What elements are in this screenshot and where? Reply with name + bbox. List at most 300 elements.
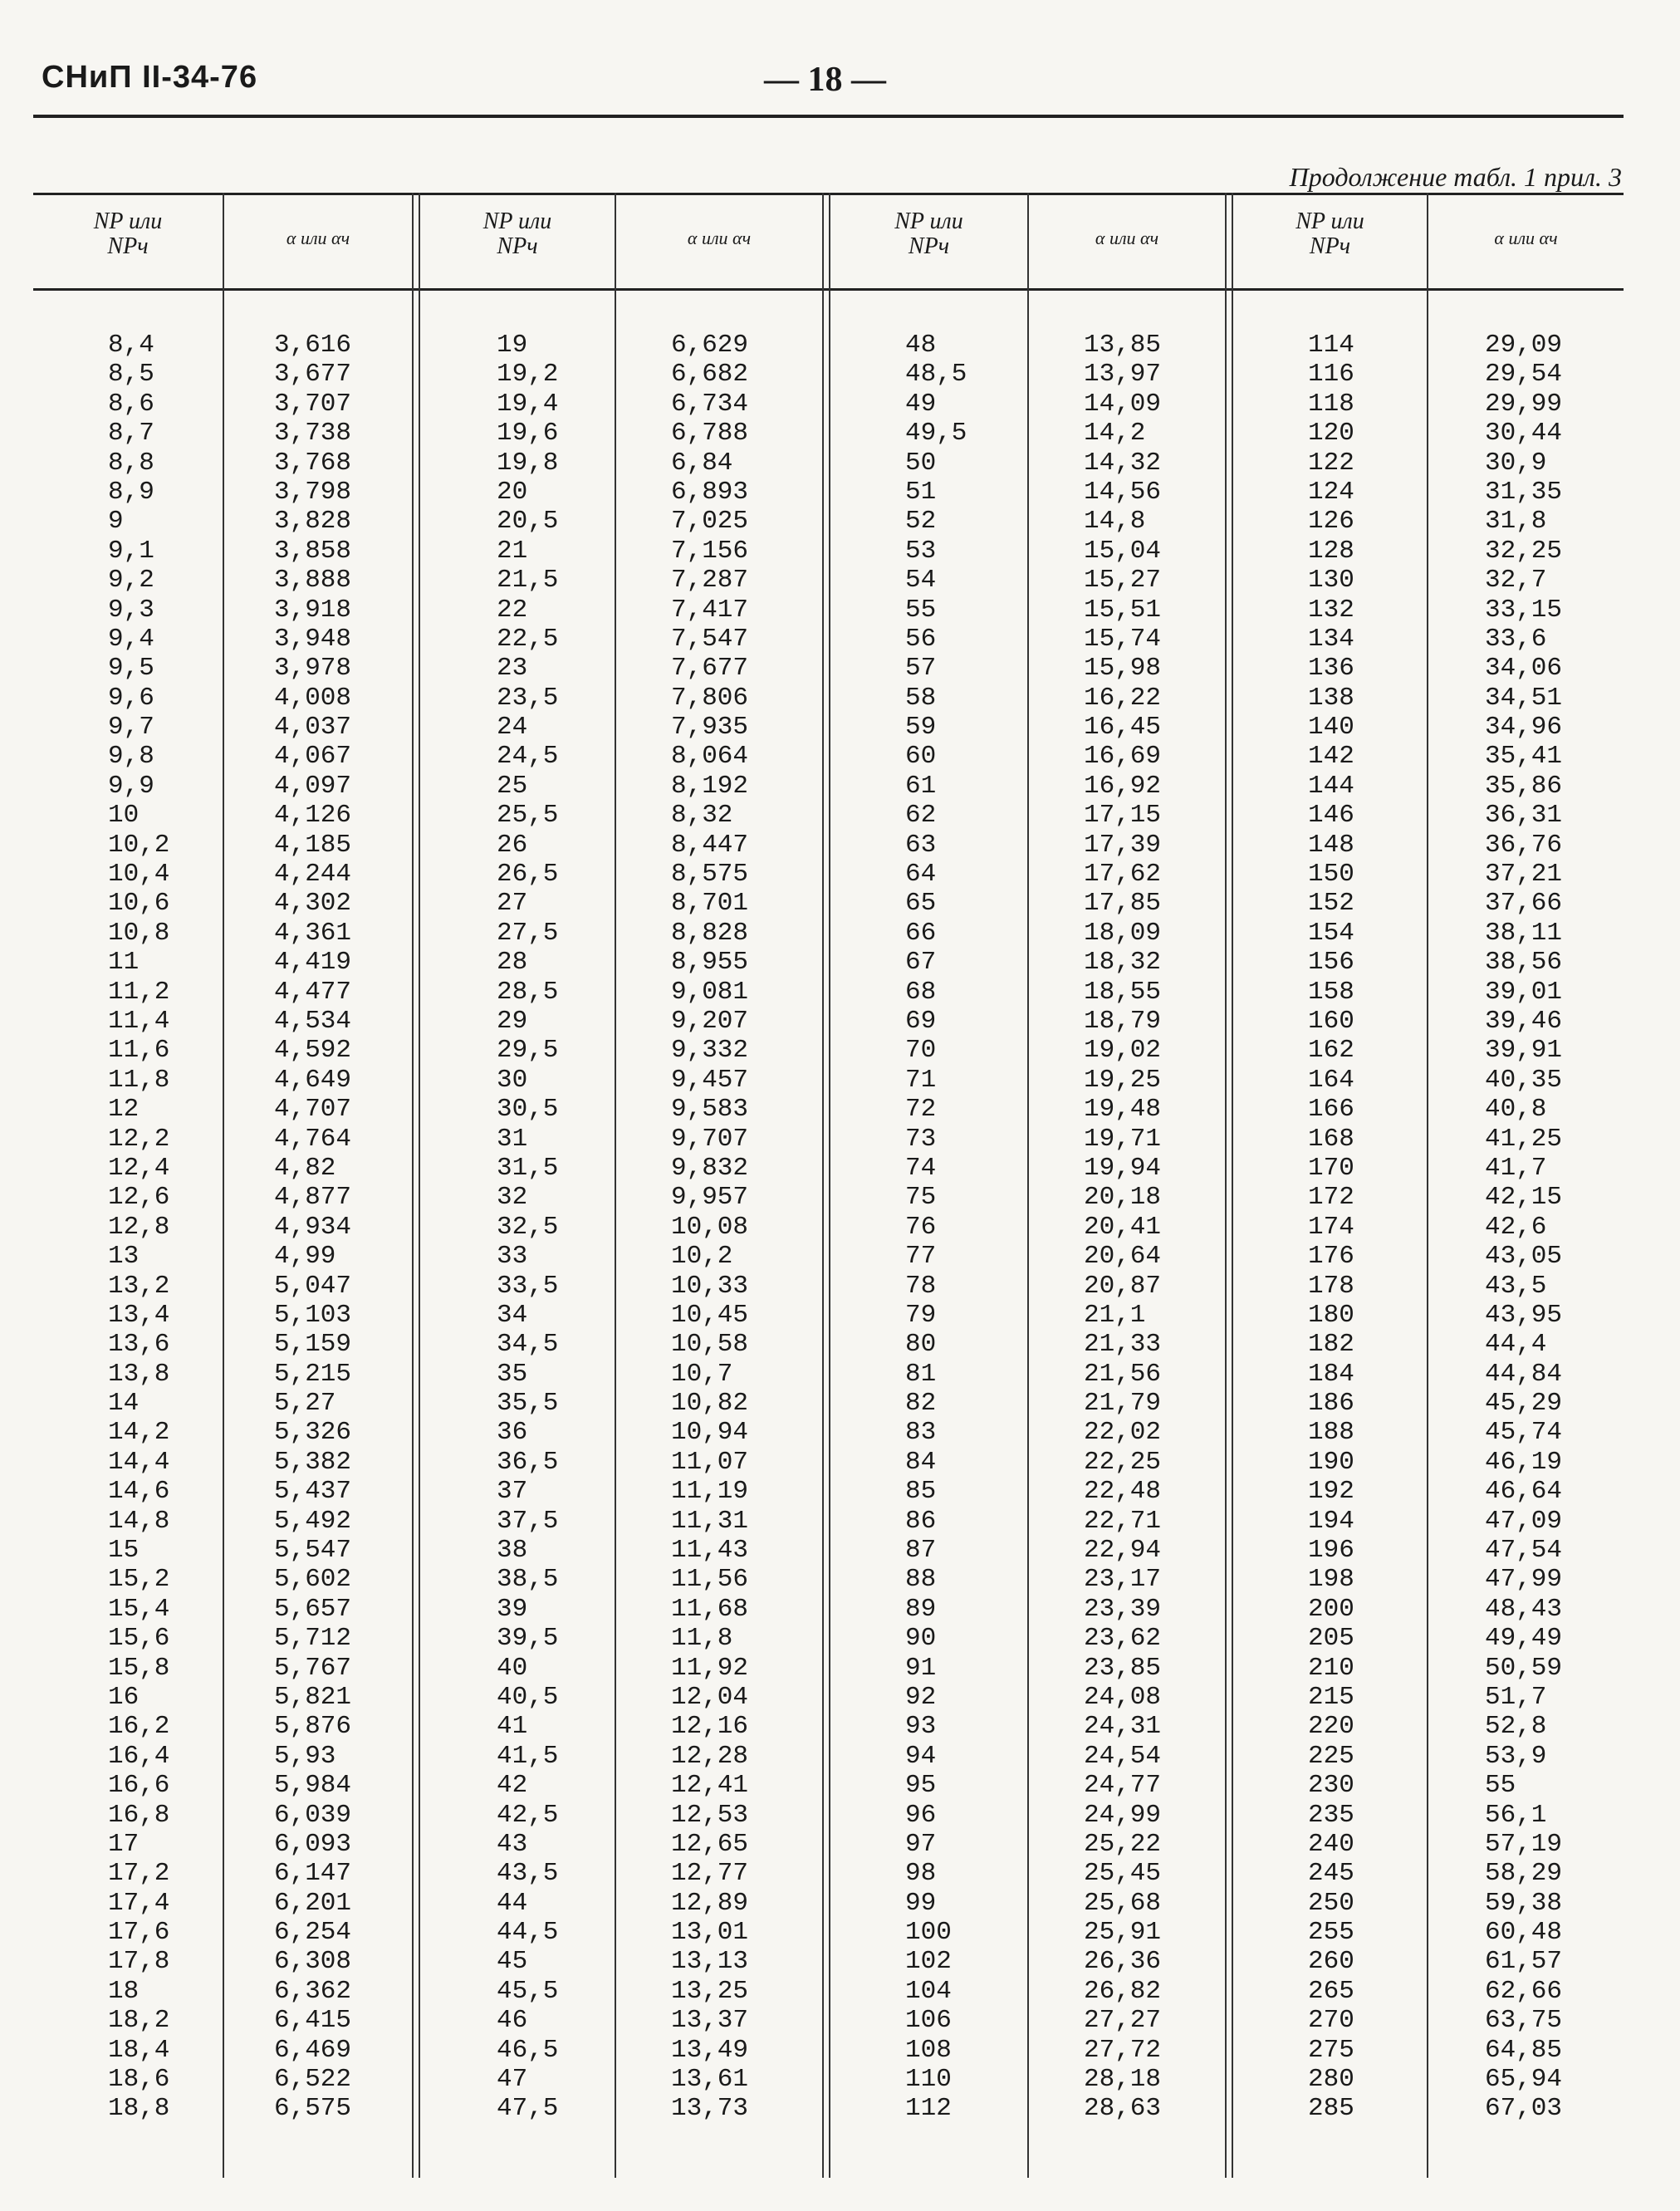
- table-cell: 32,5: [497, 1212, 559, 1242]
- table-cell: 18,2: [108, 2006, 170, 2036]
- table-cell: 5,159: [274, 1330, 352, 1360]
- table-cell: 7,417: [671, 595, 749, 625]
- table-cell: 4,419: [274, 948, 352, 978]
- table-cell: 106: [905, 2006, 952, 2036]
- table-cell: 8,7: [108, 419, 154, 449]
- table-cell: 11,56: [671, 1565, 749, 1595]
- table-cell: 40,8: [1485, 1095, 1547, 1125]
- table-cell: 59: [905, 713, 937, 743]
- table-cell: 74: [905, 1153, 937, 1183]
- table-cell: 19,8: [497, 448, 559, 478]
- table-cell: 4,097: [274, 771, 352, 801]
- table-cell: 200: [1308, 1594, 1354, 1624]
- table-cell: 26,5: [497, 860, 559, 890]
- np-column: [905, 331, 967, 2124]
- table-cell: 64,85: [1485, 2035, 1563, 2065]
- table-cell: 10,08: [671, 1212, 749, 1242]
- table-cell: 34,96: [1485, 713, 1563, 743]
- table-cell: 15,27: [1084, 566, 1162, 596]
- table-cell: 188: [1308, 1418, 1354, 1448]
- table-cell: 18,32: [1084, 948, 1162, 978]
- table-cell: 94: [905, 1741, 937, 1771]
- table-cell: 5,821: [274, 1682, 352, 1712]
- table-cell: 47: [497, 2065, 528, 2095]
- table-cell: 192: [1308, 1477, 1354, 1507]
- column-divider: [1027, 193, 1029, 2178]
- table-cell: 81: [905, 1359, 937, 1389]
- table-cell: 93: [905, 1712, 937, 1742]
- table-cell: 8,9: [108, 477, 154, 507]
- alpha-column: [1485, 331, 1562, 2124]
- table-cell: 3,738: [274, 419, 352, 449]
- table-cell: 13,37: [671, 2006, 749, 2036]
- table-cell: 90: [905, 1624, 937, 1654]
- table-cell: 57,19: [1485, 1829, 1563, 1859]
- table-cell: 34: [497, 1300, 528, 1330]
- table-cell: 15,98: [1084, 654, 1162, 684]
- table-cell: 30,44: [1485, 419, 1563, 449]
- table-cell: 8,5: [108, 360, 154, 390]
- table-cell: 275: [1308, 2035, 1354, 2065]
- table-cell: 6,308: [274, 1947, 352, 1977]
- table-cell: 186: [1308, 1389, 1354, 1419]
- table-cell: 9,5: [108, 654, 154, 684]
- table-cell: 39,91: [1485, 1036, 1563, 1066]
- table-cell: 11,19: [671, 1477, 749, 1507]
- table-cell: 21,79: [1084, 1389, 1162, 1419]
- table-cell: 3,768: [274, 448, 352, 478]
- table-cell: 36,76: [1485, 830, 1563, 860]
- table-cell: 22,02: [1084, 1418, 1162, 1448]
- table-cell: 78: [905, 1271, 937, 1301]
- column-header-alpha: α или αч: [1095, 228, 1159, 248]
- header-rule: [33, 115, 1624, 118]
- table-cell: 23: [497, 654, 528, 684]
- table-cell: 15,2: [108, 1565, 170, 1595]
- table-cell: 10,6: [108, 889, 170, 919]
- table-cell: 55: [1485, 1771, 1516, 1801]
- table-cell: 138: [1308, 683, 1354, 713]
- table-cell: 11,8: [671, 1624, 733, 1654]
- table-cell: 35,5: [497, 1389, 559, 1419]
- table-cell: 154: [1308, 918, 1354, 948]
- table-cell: 10,2: [671, 1242, 733, 1272]
- table-cell: 245: [1308, 1859, 1354, 1889]
- table-cell: 7,806: [671, 683, 749, 713]
- table-cell: 14,6: [108, 1477, 170, 1507]
- table-cell: 5,103: [274, 1300, 352, 1330]
- table-cell: 9,6: [108, 683, 154, 713]
- table-cell: 44: [497, 1888, 528, 1918]
- table-cell: 16,45: [1084, 713, 1162, 743]
- table-cell: 26: [497, 830, 528, 860]
- table-cell: 12,28: [671, 1741, 749, 1771]
- table-cell: 5,712: [274, 1624, 352, 1654]
- table-cell: 20,87: [1084, 1271, 1162, 1301]
- table-cell: 40: [497, 1653, 528, 1683]
- table-cell: 5,767: [274, 1653, 352, 1683]
- table-cell: 82: [905, 1389, 937, 1419]
- table-cell: 5,876: [274, 1712, 352, 1742]
- table-cell: 250: [1308, 1888, 1354, 1918]
- table-cell: 46: [497, 2006, 528, 2036]
- table-cell: 4,764: [274, 1124, 352, 1154]
- table-cell: 17,85: [1084, 889, 1162, 919]
- table-cell: 26,36: [1084, 1947, 1162, 1977]
- table-cell: 13,6: [108, 1330, 170, 1360]
- table-cell: 4,82: [274, 1153, 336, 1183]
- table-cell: 54: [905, 566, 937, 596]
- table-cell: 146: [1308, 801, 1354, 831]
- table-cell: 4,037: [274, 713, 352, 743]
- table-cell: 42: [497, 1771, 528, 1801]
- table-cell: 4,877: [274, 1183, 352, 1213]
- np-column: [108, 331, 169, 2124]
- table-cell: 60,48: [1485, 1918, 1563, 1948]
- table-cell: 12,53: [671, 1800, 749, 1830]
- table-cell: 16,6: [108, 1771, 170, 1801]
- table-cell: 19,71: [1084, 1124, 1162, 1154]
- table-cell: 6,093: [274, 1829, 352, 1859]
- table-cell: 6,629: [671, 331, 749, 360]
- table-cell: 6,254: [274, 1918, 352, 1948]
- table-cell: 6,469: [274, 2035, 352, 2065]
- table-cell: 164: [1308, 1065, 1354, 1095]
- table-cell: 9,332: [671, 1036, 749, 1066]
- table-cell: 17,2: [108, 1859, 170, 1889]
- table-cell: 30,9: [1485, 448, 1547, 478]
- table-cell: 37: [497, 1477, 528, 1507]
- table-cell: 5,602: [274, 1565, 352, 1595]
- table-cell: 20,41: [1084, 1212, 1162, 1242]
- table-cell: 19,6: [497, 419, 559, 449]
- table-cell: 124: [1308, 477, 1354, 507]
- table-cell: 24,08: [1084, 1682, 1162, 1712]
- table-cell: 79: [905, 1300, 937, 1330]
- table-cell: 13: [108, 1242, 140, 1272]
- table-cell: 14,32: [1084, 448, 1162, 478]
- table-cell: 21: [497, 536, 528, 566]
- table-cell: 13,01: [671, 1918, 749, 1948]
- table-cell: 5,93: [274, 1741, 336, 1771]
- table-cell: 14: [108, 1389, 140, 1419]
- table-cell: 49,5: [905, 419, 967, 449]
- table-cell: 14,56: [1084, 477, 1162, 507]
- table-cell: 7,677: [671, 654, 749, 684]
- table-cell: 11,2: [108, 977, 170, 1007]
- table-cell: 170: [1308, 1153, 1354, 1183]
- table-cell: 40,5: [497, 1682, 559, 1712]
- table-cell: 6,734: [671, 389, 749, 419]
- table-cell: 225: [1308, 1741, 1354, 1771]
- table-cell: 11,8: [108, 1065, 170, 1095]
- table-cell: 50,59: [1485, 1653, 1563, 1683]
- table-cell: 12: [108, 1095, 140, 1125]
- table-cell: 18,6: [108, 2065, 170, 2095]
- table-cell: 86: [905, 1506, 937, 1536]
- table-cell: 27,5: [497, 918, 559, 948]
- table-cell: 47,54: [1485, 1536, 1563, 1566]
- table-cell: 32: [497, 1183, 528, 1213]
- table-cell: 144: [1308, 771, 1354, 801]
- table-cell: 17,62: [1084, 860, 1162, 890]
- table-cell: 37,5: [497, 1506, 559, 1536]
- table-cell: 30,5: [497, 1095, 559, 1125]
- table-cell: 43,95: [1485, 1300, 1563, 1330]
- table-cell: 69: [905, 1006, 937, 1036]
- table-cell: 25,5: [497, 801, 559, 831]
- table-cell: 8,192: [671, 771, 749, 801]
- table-cell: 13,4: [108, 1300, 170, 1330]
- table-cell: 27,72: [1084, 2035, 1162, 2065]
- table-cell: 32,25: [1485, 536, 1563, 566]
- table-cell: 11,4: [108, 1006, 170, 1036]
- table-cell: 160: [1308, 1006, 1354, 1036]
- table-cell: 42,5: [497, 1800, 559, 1830]
- np-column: [497, 331, 558, 2124]
- table-cell: 6,893: [671, 477, 749, 507]
- table-cell: 13,61: [671, 2065, 749, 2095]
- table-cell: 190: [1308, 1447, 1354, 1477]
- table-cell: 136: [1308, 654, 1354, 684]
- table-cell: 58: [905, 683, 937, 713]
- table-cell: 15,4: [108, 1594, 170, 1624]
- table-cell: 10,8: [108, 918, 170, 948]
- table-cell: 11,43: [671, 1536, 749, 1566]
- table-cell: 33,15: [1485, 595, 1563, 625]
- table-cell: 65: [905, 889, 937, 919]
- table-cell: 7,935: [671, 713, 749, 743]
- table-cell: 57: [905, 654, 937, 684]
- table-cell: 41: [497, 1712, 528, 1742]
- table-cell: 9,8: [108, 742, 154, 772]
- table-cell: 27: [497, 889, 528, 919]
- table-cell: 31,5: [497, 1153, 559, 1183]
- table-cell: 19: [497, 331, 528, 360]
- table-cell: 108: [905, 2035, 952, 2065]
- table-cell: 205: [1308, 1624, 1354, 1654]
- table-cell: 21,33: [1084, 1330, 1162, 1360]
- table-cell: 9,3: [108, 595, 154, 625]
- table-cell: 11: [108, 948, 140, 978]
- column-header-np: NP или NPч: [1296, 208, 1364, 259]
- table-cell: 142: [1308, 742, 1354, 772]
- table-cell: 4,361: [274, 918, 352, 948]
- table-cell: 35,86: [1485, 771, 1563, 801]
- column-header-alpha: α или αч: [1494, 228, 1558, 248]
- table-cell: 9,4: [108, 624, 154, 654]
- table-cell: 10,4: [108, 860, 170, 890]
- table-cell: 12,65: [671, 1829, 749, 1859]
- table-cell: 22,48: [1084, 1477, 1162, 1507]
- table-cell: 7,025: [671, 507, 749, 537]
- table-cell: 5,047: [274, 1271, 352, 1301]
- table-cell: 15,74: [1084, 624, 1162, 654]
- document-code: СНиП II-34-76: [42, 60, 258, 95]
- column-divider: [223, 193, 224, 2178]
- table-cell: 23,39: [1084, 1594, 1162, 1624]
- table-cell: 28,63: [1084, 2094, 1162, 2124]
- table-cell: 31: [497, 1124, 528, 1154]
- table-cell: 4,008: [274, 683, 352, 713]
- table-cell: 52,8: [1485, 1712, 1547, 1742]
- table-cell: 12,2: [108, 1124, 170, 1154]
- column-header-alpha: α или αч: [286, 228, 350, 248]
- table-cell: 19,48: [1084, 1095, 1162, 1125]
- table-cell: 50: [905, 448, 937, 478]
- table-cell: 12,8: [108, 1212, 170, 1242]
- table-cell: 240: [1308, 1829, 1354, 1859]
- table-cell: 24,54: [1084, 1741, 1162, 1771]
- table-cell: 10,2: [108, 830, 170, 860]
- table-cell: 11,92: [671, 1653, 749, 1683]
- table-cell: 120: [1308, 419, 1354, 449]
- table-cell: 23,62: [1084, 1624, 1162, 1654]
- table-cell: 51,7: [1485, 1682, 1547, 1712]
- table-cell: 6,84: [671, 448, 733, 478]
- column-divider: [1427, 193, 1428, 2178]
- table-cell: 23,85: [1084, 1653, 1162, 1683]
- table-cell: 198: [1308, 1565, 1354, 1595]
- table-cell: 9,707: [671, 1124, 749, 1154]
- table-cell: 99: [905, 1888, 937, 1918]
- table-cell: 8,6: [108, 389, 154, 419]
- table-cell: 53,9: [1485, 1741, 1547, 1771]
- table-cell: 21,56: [1084, 1359, 1162, 1389]
- column-header-alpha: α или αч: [687, 228, 752, 248]
- table-cell: 11,07: [671, 1447, 749, 1477]
- table-cell: 19,2: [497, 360, 559, 390]
- table-cell: 13,25: [671, 1976, 749, 2006]
- table-cell: 19,4: [497, 389, 559, 419]
- table-cell: 8,32: [671, 801, 733, 831]
- table-cell: 64: [905, 860, 937, 890]
- table-cell: 31,35: [1485, 477, 1563, 507]
- table-cell: 126: [1308, 507, 1354, 537]
- table-cell: 13,85: [1084, 331, 1162, 360]
- table-cell: 17,4: [108, 1888, 170, 1918]
- table-cell: 19,94: [1084, 1153, 1162, 1183]
- table-cell: 35: [497, 1359, 528, 1389]
- table-cell: 30: [497, 1065, 528, 1095]
- table-cell: 28,18: [1084, 2065, 1162, 2095]
- table-cell: 10,45: [671, 1300, 749, 1330]
- table-cell: 9: [108, 507, 124, 537]
- table-cell: 66: [905, 918, 937, 948]
- table-cell: 8,955: [671, 948, 749, 978]
- table-cell: 41,25: [1485, 1124, 1563, 1154]
- table-cell: 4,707: [274, 1095, 352, 1125]
- table-cell: 13,73: [671, 2094, 749, 2124]
- table-cell: 134: [1308, 624, 1354, 654]
- table-cell: 49,49: [1485, 1624, 1563, 1654]
- table-cell: 36,31: [1485, 801, 1563, 831]
- table-cell: 210: [1308, 1653, 1354, 1683]
- table-cell: 29,09: [1485, 331, 1563, 360]
- table-cell: 6,682: [671, 360, 749, 390]
- table-cell: 4,302: [274, 889, 352, 919]
- table-cell: 104: [905, 1976, 952, 2006]
- table-cell: 48,43: [1485, 1594, 1563, 1624]
- table-cell: 25: [497, 771, 528, 801]
- table-cell: 12,41: [671, 1771, 749, 1801]
- table-cell: 110: [905, 2065, 952, 2095]
- table-cell: 18: [108, 1976, 140, 2006]
- table-cell: 148: [1308, 830, 1354, 860]
- table-cell: 8,4: [108, 331, 154, 360]
- page-number: — 18 —: [764, 61, 886, 99]
- table-cell: 3,888: [274, 566, 352, 596]
- table-cell: 176: [1308, 1242, 1354, 1272]
- table-cell: 18,4: [108, 2035, 170, 2065]
- table-cell: 60: [905, 742, 937, 772]
- table-cell: 150: [1308, 860, 1354, 890]
- table-cell: 215: [1308, 1682, 1354, 1712]
- table-cell: 38: [497, 1536, 528, 1566]
- np-column: [1308, 331, 1354, 2124]
- table-cell: 97: [905, 1829, 937, 1859]
- table-cell: 118: [1308, 389, 1354, 419]
- table-cell: 20,18: [1084, 1183, 1162, 1213]
- table-cell: 13,2: [108, 1271, 170, 1301]
- table-cell: 45: [497, 1947, 528, 1977]
- table-cell: 41,7: [1485, 1153, 1547, 1183]
- table-cell: 130: [1308, 566, 1354, 596]
- table-cell: 12,6: [108, 1183, 170, 1213]
- column-divider: [615, 193, 616, 2178]
- table-cell: 29,99: [1485, 389, 1563, 419]
- table-cell: 220: [1308, 1712, 1354, 1742]
- table-cell: 43: [497, 1829, 528, 1859]
- table-cell: 18,09: [1084, 918, 1162, 948]
- table-cell: 102: [905, 1947, 952, 1977]
- table-cell: 9,2: [108, 566, 154, 596]
- alpha-column: [274, 331, 351, 2124]
- table-cell: 34,5: [497, 1330, 559, 1360]
- table-cell: 43,5: [497, 1859, 559, 1889]
- table-cell: 8,447: [671, 830, 749, 860]
- table-cell: 47,99: [1485, 1565, 1563, 1595]
- table-cell: 6,788: [671, 419, 749, 449]
- table-cell: 3,707: [274, 389, 352, 419]
- table-cell: 46,19: [1485, 1447, 1563, 1477]
- table-cell: 25,22: [1084, 1829, 1162, 1859]
- table-cell: 77: [905, 1242, 937, 1272]
- table-cell: 4,067: [274, 742, 352, 772]
- table-cell: 84: [905, 1447, 937, 1477]
- table-cell: 280: [1308, 2065, 1354, 2095]
- table-cell: 166: [1308, 1095, 1354, 1125]
- table-cell: 5,215: [274, 1359, 352, 1389]
- table-cell: 270: [1308, 2006, 1354, 2036]
- table-cell: 7,547: [671, 624, 749, 654]
- table-cell: 5,657: [274, 1594, 352, 1624]
- table-cell: 19,25: [1084, 1065, 1162, 1095]
- table-cell: 91: [905, 1653, 937, 1683]
- table-cell: 9,081: [671, 977, 749, 1007]
- table-cell: 17,6: [108, 1918, 170, 1948]
- table-cell: 4,126: [274, 801, 352, 831]
- table-cell: 260: [1308, 1947, 1354, 1977]
- table-cell: 21,1: [1084, 1300, 1146, 1330]
- table-cell: 16,2: [108, 1712, 170, 1742]
- table-cell: 38,5: [497, 1565, 559, 1595]
- table-cell: 83: [905, 1418, 937, 1448]
- table-cell: 23,5: [497, 683, 559, 713]
- table-cell: 18,79: [1084, 1006, 1162, 1036]
- table-cell: 42,15: [1485, 1183, 1563, 1213]
- table-cell: 28,5: [497, 977, 559, 1007]
